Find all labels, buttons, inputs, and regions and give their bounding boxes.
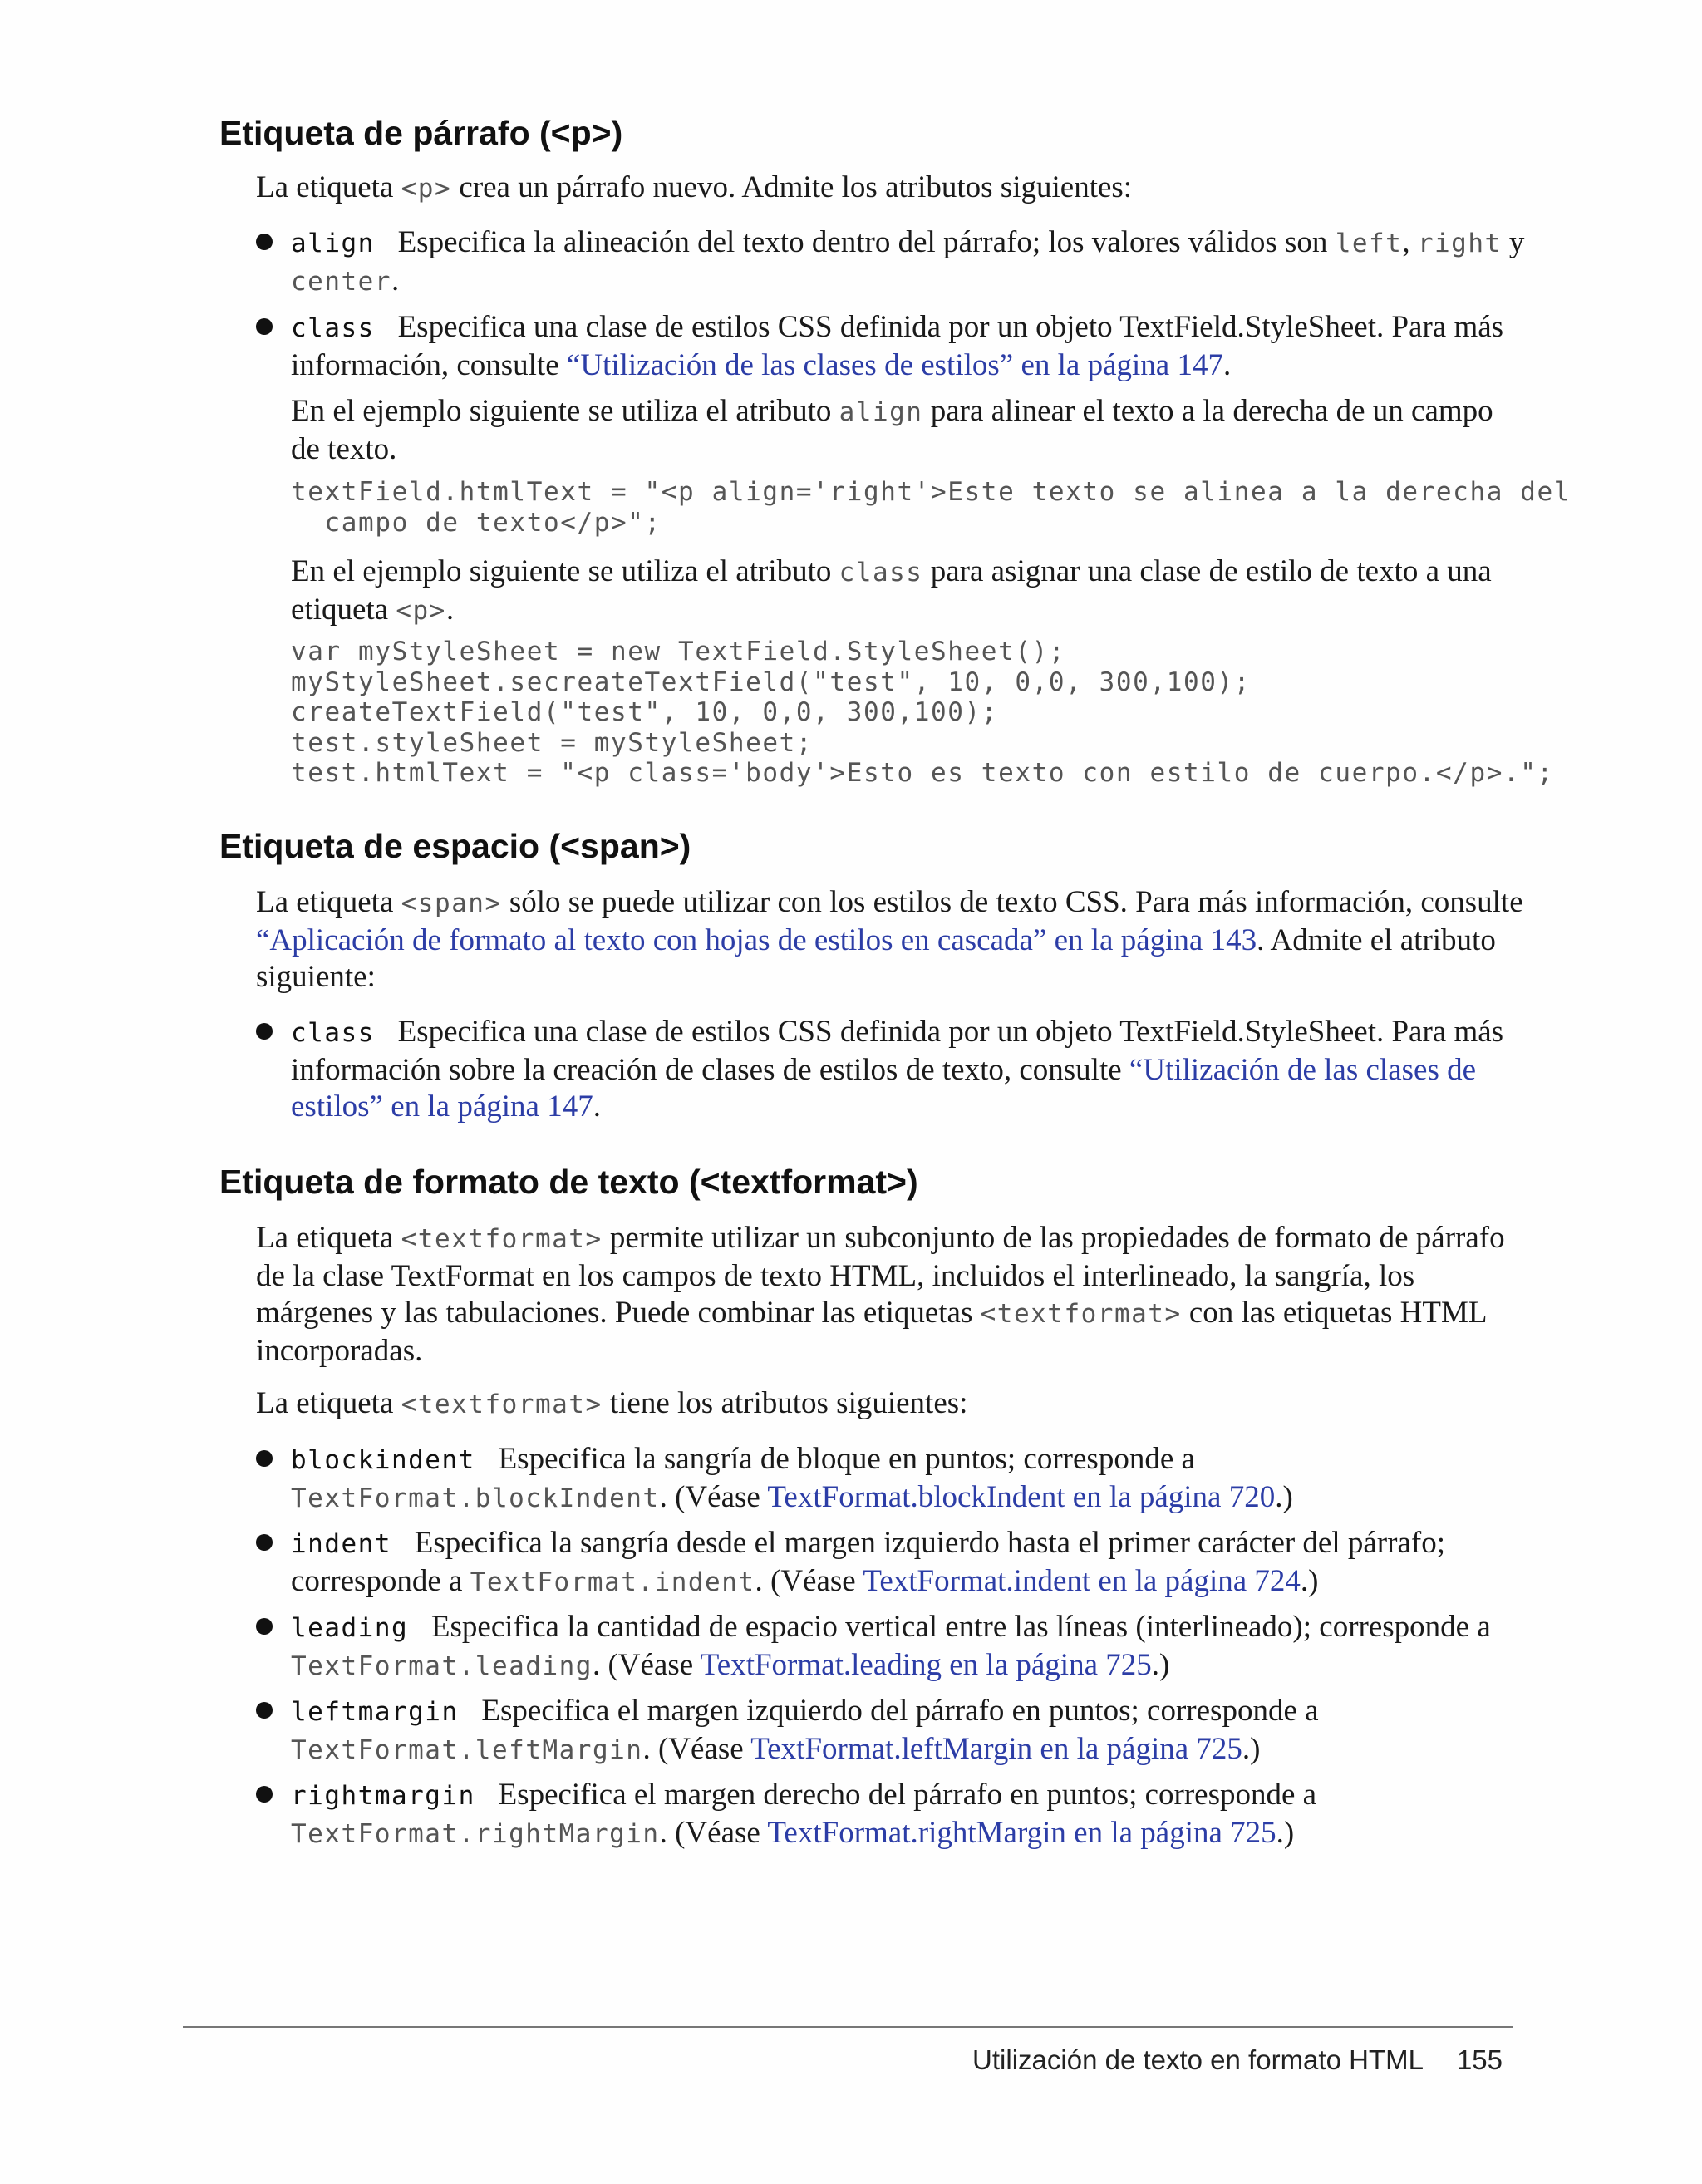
footer-divider (183, 2026, 1513, 2028)
heading-span-tag: Etiqueta de espacio (<span>) (219, 827, 691, 865)
example-class-text: En el ejemplo siguiente se utiliza el atributo class para asignar una clase de estilo de texto a una etiqueta <p>. (291, 554, 1492, 627)
attr-term: indent (291, 1529, 391, 1559)
link-leftmargin[interactable]: TextFormat.leftMargin en la página 725 (750, 1731, 1242, 1766)
attr-leading-item: leading Especifica la cantidad de espacio vertical entre las líneas (interlineado); corresponde a TextFormat.leading. (Véase TextFormat.leading en la página 725.) (291, 1610, 1491, 1682)
attr-term: rightmargin (291, 1781, 475, 1811)
link-style-classes[interactable]: “Utilización de las clases de estilos” en la página 147 (291, 1052, 1477, 1124)
code-block-align: textField.htmlText = "<p align='right'>Este texto se alinea a la derecha del campo de texto</p>"; (291, 477, 1572, 538)
bullet-icon (256, 234, 273, 250)
attr-term: class (291, 1018, 375, 1048)
link-rightmargin[interactable]: TextFormat.rightMargin en la página 725 (767, 1815, 1276, 1850)
page-number: 155 (1456, 2044, 1503, 2075)
bullet-icon (256, 1618, 273, 1635)
attr-rightmargin-item: rightmargin Especifica el margen derecho del párrafo en puntos; corresponde a TextFormat.rightMargin. (Véase TextFormat.rightMargin en la página 725.) (291, 1778, 1317, 1850)
attr-term: class (291, 313, 375, 343)
attr-leftmargin-item: leftmargin Especifica el margen izquierdo del párrafo en puntos; corresponde a TextFormat.leftMargin. (Véase TextFormat.leftMargin en la página 725.) (291, 1694, 1319, 1766)
page-footer (972, 2044, 1503, 2076)
attr-class-item: class Especifica una clase de estilos CSS definida por un objeto TextField.StyleSheet. Para más información, consulte “Utilización de las clases de estilos” en la página 147. (291, 310, 1504, 382)
textformat-intro: La etiqueta <textformat> permite utilizar un subconjunto de las propiedades de formato de párrafo de la clase TextFormat en los campos de texto HTML, incluidos el interlineado, la sangría, los márgenes y las tabulaciones. Puede combinar las etiquetas <textformat> con las etiquetas HTML incorporadas. (256, 1221, 1505, 1368)
attr-indent-item: indent Especifica la sangría desde el margen izquierdo hasta el primer carácter del párrafo; corresponde a TextFormat.indent. (Véase TextFormat.indent en la página 724.) (291, 1526, 1445, 1598)
link-css-formatting[interactable]: “Aplicación de formato al texto con hojas de estilos en cascada” en la página 143 (256, 922, 1257, 957)
attr-term: align (291, 229, 375, 258)
p-tag-intro: La etiqueta <p> crea un párrafo nuevo. Admite los atributos siguientes: (256, 170, 1133, 204)
bullet-icon (256, 1023, 273, 1040)
attr-term: blockindent (291, 1445, 475, 1475)
bullet-icon (256, 318, 273, 335)
link-indent[interactable]: TextFormat.indent en la página 724 (863, 1563, 1301, 1598)
attr-blockindent-item: blockindent Especifica la sangría de bloque en puntos; corresponde a TextFormat.blockIndent. (Véase TextFormat.blockIndent en la página 720.) (291, 1442, 1293, 1514)
code-block-class: var myStyleSheet = new TextField.StyleSheet(); myStyleSheet.secreateTextField("test", 10, 0,0, 300,100); createTextField("test", 10, 0,0, 300,100); test.styleSheet = myStyleSheet; test.htmlText = "<p class='body'>Esto es texto con estilo de cuerpo.</p>."; (291, 637, 1554, 788)
heading-textformat-tag: Etiqueta de formato de texto (<textformat>) (219, 1163, 918, 1201)
span-tag-intro: La etiqueta <span> sólo se puede utilizar con los estilos de texto CSS. Para más información, consulte “Aplicación de formato al texto con hojas de estilos en cascada” en la página 143. Admite el atributo siguiente: (256, 885, 1523, 994)
bullet-icon (256, 1534, 273, 1551)
heading-p-tag: Etiqueta de párrafo (<p>) (219, 114, 623, 152)
attr-term: leading (291, 1613, 409, 1643)
textformat-attrs-intro: La etiqueta <textformat> tiene los atributos siguientes: (256, 1386, 968, 1420)
attr-align-item: align Especifica la alineación del texto dentro del párrafo; los valores válidos son left, right y center. (291, 225, 1525, 298)
bullet-icon (256, 1450, 273, 1467)
link-blockindent[interactable]: TextFormat.blockIndent en la página 720 (767, 1479, 1276, 1514)
bullet-icon (256, 1786, 273, 1803)
attr-term: leftmargin (291, 1697, 459, 1727)
example-align-text: En el ejemplo siguiente se utiliza el atributo align para alinear el texto a la derecha de un campo de texto. (291, 394, 1493, 466)
link-leading[interactable]: TextFormat.leading en la página 725 (700, 1647, 1152, 1682)
footer-chapter-title: Utilización de texto en formato HTML (972, 2044, 1424, 2075)
bullet-icon (256, 1702, 273, 1719)
link-style-classes[interactable]: “Utilización de las clases de estilos” en la página 147 (566, 347, 1223, 382)
span-attr-class-item: class Especifica una clase de estilos CSS definida por un objeto TextField.StyleSheet. Para más información sobre la creación de clases de estilos de texto, consulte “Utilización de las clases de estilos” en la página 147. (291, 1015, 1504, 1124)
